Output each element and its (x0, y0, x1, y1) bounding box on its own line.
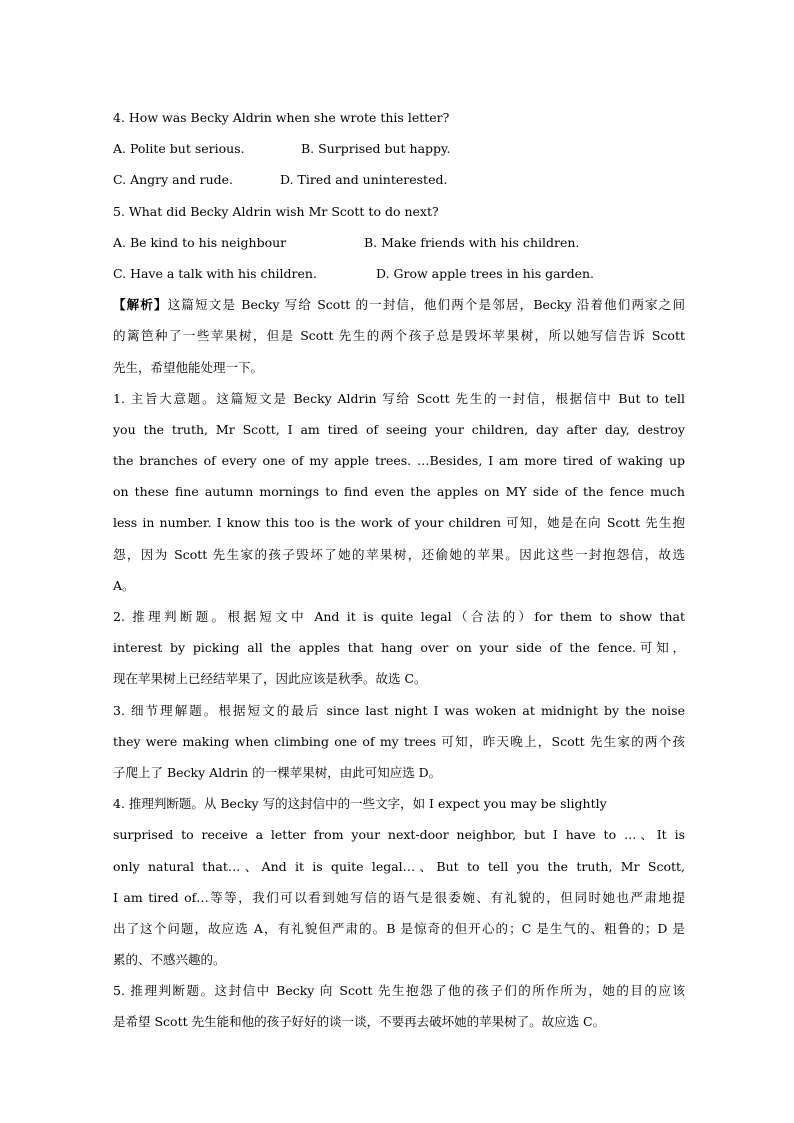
analysis-intro-line: 先生，希望他能处理一下。 (113, 359, 264, 375)
question-5-options-cd (113, 258, 685, 289)
answer-3-line: 子爬上了 Becky Aldrin 的一棵苹果树，由此可知应选 D。 (113, 764, 442, 780)
analysis-intro-line: 【解析】这篇短文是 Becky 写给 Scott 的一封信，他们两个是邻居，Becky 沿着他们两家之间 (113, 297, 685, 313)
question-5-stem: 5. What did Becky Aldrin wish Mr Scott to do next? (113, 203, 439, 219)
answer-1-line: 怨，因为 Scott 先生家的孩子毁坏了她的苹果树，还偷她的苹果。因此这些一封抱怨信，故选 (113, 546, 685, 562)
option-d: D. Grow apple trees in his garden. (376, 265, 594, 281)
answer-3-line: they were making when climbing one of my trees 可知，昨天晚上，Scott 先生家的两个孩 (113, 733, 685, 749)
question-5-options-ab (113, 227, 685, 258)
option-b: B. Make friends with his children. (364, 234, 580, 250)
question-4-stem: 4. How was Becky Aldrin when she wrote this letter? (113, 110, 450, 125)
answer-1-line: A。 (113, 577, 135, 593)
analysis-heading: 【解析】 (113, 297, 168, 313)
question-4-options-cd (113, 164, 685, 195)
analysis-intro-line: 的篱笆种了一些苹果树，但是 Scott 先生的两个孩子总是毁坏苹果树，所以她写信告诉 Scott (113, 328, 685, 344)
answer-2-line: interest by picking all the apples that hang over on your side of the fence.可知， (113, 640, 685, 656)
document-page (113, 102, 685, 1038)
answer-3-line: 3. 细节理解题。根据短文的最后 since last night I was woken at midnight by the noise (113, 702, 685, 718)
option-b: B. Surprised but happy. (301, 141, 451, 157)
answer-5-line: 5. 推理判断题。这封信中 Becky 向 Scott 先生抱怨了他的孩子们的所作所为，她的目的应该 (113, 983, 685, 999)
option-c: C. Angry and rude. (113, 172, 234, 188)
answer-4-line: 累的、不感兴趣的。 (113, 952, 226, 968)
answer-4-line: I am tired of…等等，我们可以看到她写信的语气是很委婉、有礼貌的，但同时她也严肃地提 (113, 889, 685, 905)
answer-4-line: surprised to receive a letter from your next-door neighbor, but I have to …、It is (113, 827, 685, 843)
option-a: A. Polite but serious. (113, 141, 245, 157)
answer-2-line: 2. 推理判断题。根据短文中 And it is quite legal（合法的）for them to show that (113, 609, 685, 624)
answer-1-line: 1. 主旨大意题。这篇短文是 Becky Aldrin 写给 Scott 先生的一封信，根据信中 But to tell (113, 390, 685, 406)
answer-1-line: on these fine autumn mornings to find even the apples on MY side of the fence much (113, 484, 685, 500)
answer-4-line: 出了这个问题，故应选 A，有礼貌但严肃的。B 是惊奇的但开心的；C 是生气的、粗鲁的；D 是 (113, 920, 685, 936)
answer-2-line: 现在苹果树上已经结苹果了，因此应该是秋季。故选 C。 (113, 671, 427, 687)
option-a: A. Be kind to his neighbour (113, 234, 287, 250)
option-d: D. Tired and uninterested. (280, 172, 448, 188)
answer-4-line: only natural that…、And it is quite legal…、But to tell you the truth, Mr Scott, (113, 858, 685, 874)
answer-1-line: the branches of every one of my apple trees. …Besides, I am more tired of waking up (113, 453, 685, 469)
answer-5-line: 是希望 Scott 先生能和他的孩子好好的谈一谈，不要再去破坏她的苹果树了。故应选 C。 (113, 1014, 606, 1030)
option-c: C. Have a talk with his children. (113, 265, 317, 281)
answer-1-line: you the truth, Mr Scott, I am tired of seeing your children, day after day, destroy (113, 421, 685, 437)
answer-4-line: 4. 推理判断题。从 Becky 写的这封信中的一些文字，如 I expect you may be slightly (113, 796, 607, 812)
question-4-options-ab (113, 133, 685, 164)
answer-1-line: less in number. I know this too is the work of your children 可知，她是在向 Scott 先生抱 (113, 515, 685, 531)
